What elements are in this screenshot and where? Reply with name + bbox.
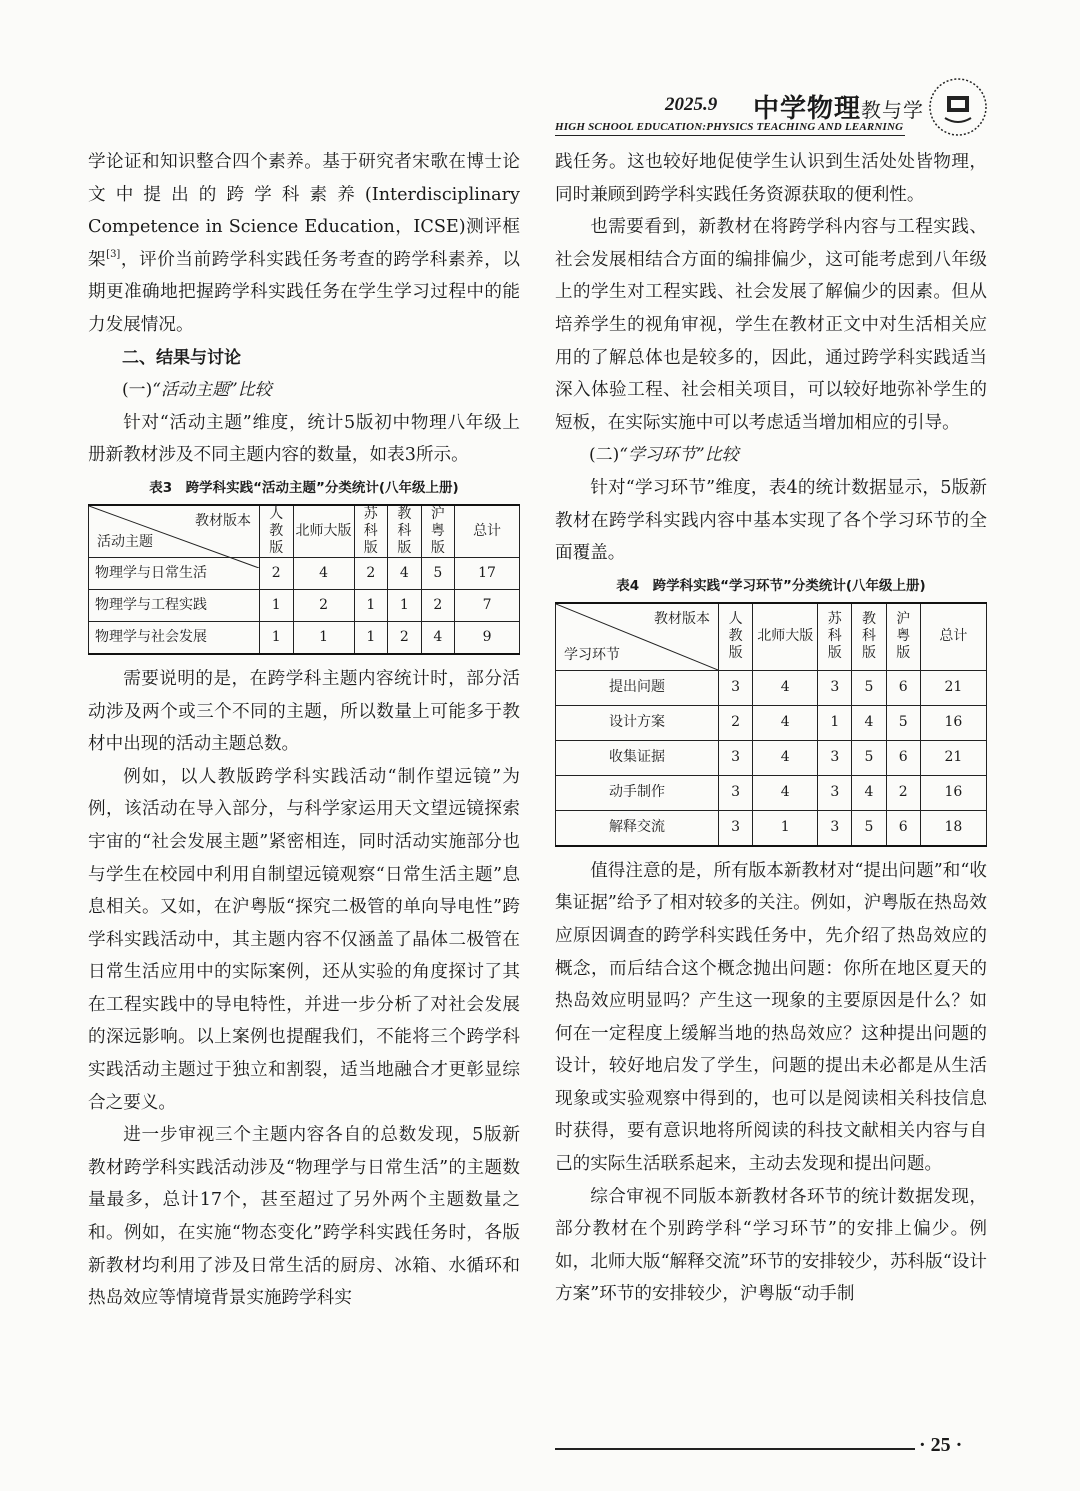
table-cell: 1 <box>260 621 294 654</box>
column-header: 北师大版 <box>753 603 818 671</box>
table-cell: 2 <box>886 775 920 810</box>
table-cell: 2 <box>293 589 354 621</box>
right-column <box>555 146 987 1311</box>
table-cell: 2 <box>388 621 422 654</box>
paragraph: 值得注意的是，所有版本新教材对“提出问题”和“收集证据”给予了相对较多的关注。例如，沪粤版在热岛效应原因调查的跨学科实践任务中，先介绍了热岛效应的概念，而后结合这个概念抛出问题：你所在地区夏天的热岛效应明显吗？产生这一现象的主要原因是什么？如何在一定程度上缓解当地的热岛效应？这种提出问题的设计，较好地启发了学生，问题的提出未必都是从生活现象或实验观察中得到的，也可以是阅读相关科技信息时获得，要有意识地将所阅读的科技文献相关内容与自己的实际生活联系起来，主动去发现和提出问题。 <box>555 860 987 1175</box>
row-header: 物理学与日常生活 <box>89 557 260 589</box>
table-cell: 2 <box>354 557 388 589</box>
column-header: 教科版 <box>388 505 422 558</box>
paragraph: 进一步审视三个主题内容各自的总数发现，5版新教材跨学科实践活动涉及“物理学与日常生活”的主题数量最多，总计17个，甚至超过了另外两个主题数量之和。例如，在实施“物态变化”跨学科实践任务时，各版新教材均利用了涉及日常生活的厨房、冰箱、水循环和热岛效应等情境背景实施跨学科实 <box>88 1125 520 1309</box>
row-header: 动手制作 <box>556 775 719 810</box>
row-header: 收集证据 <box>556 740 719 775</box>
table-cell: 5 <box>852 670 886 705</box>
column-header: 总计 <box>455 505 520 558</box>
table-header-row <box>556 603 987 671</box>
table-cell: 3 <box>818 775 852 810</box>
citation-ref[interactable]: [3] <box>106 248 121 260</box>
table-row <box>556 705 987 740</box>
row-header: 物理学与工程实践 <box>89 589 260 621</box>
column-header: 沪粤版 <box>886 603 920 671</box>
table-row <box>89 589 520 621</box>
page-number: · 25 · <box>919 1434 963 1456</box>
section-heading: 二、结果与讨论 <box>122 347 241 368</box>
table-cell: 3 <box>719 810 753 846</box>
table-cell: 21 <box>920 670 986 705</box>
table-cell: 2 <box>421 589 455 621</box>
table-cell: 2 <box>719 705 753 740</box>
page-footer <box>555 1430 995 1460</box>
table-cell: 5 <box>852 740 886 775</box>
table-cell: 1 <box>354 621 388 654</box>
paragraph: 也需要看到，新教材在将跨学科内容与工程实践、社会发展相结合方面的编排偏少，这可能考虑到八年级上的学生对工程实践、社会发展了解偏少的因素。但从培养学生的视角审视，学生在教材正文中对生活相关应用的了解总体也是较多的，因此，通过跨学科实践适当深入体验工程、社会相关项目，可以较好地弥补学生的短板，在实际实施中可以考虑适当增加相应的引导。 <box>555 217 987 433</box>
table-cell: 3 <box>719 670 753 705</box>
column-header: 教科版 <box>852 603 886 671</box>
table-cell: 3 <box>818 810 852 846</box>
table-cell: 1 <box>293 621 354 654</box>
table-cell: 5 <box>852 810 886 846</box>
journal-title-en: HIGH SCHOOL EDUCATION:PHYSICS TEACHING AND LEARNING <box>555 121 904 133</box>
paragraph: 综合审视不同版本新教材各环节的统计数据发现，部分教材在个别跨学科“学习环节”的安排上偏少。例如，北师大版“解释交流”环节的安排较少，苏科版“设计方案”环节的安排较少，沪粤版“动手制 <box>555 1186 987 1305</box>
table-3 <box>88 504 520 655</box>
table-cell: 5 <box>421 557 455 589</box>
running-header <box>555 88 995 138</box>
column-header: 人教版 <box>260 505 294 558</box>
paragraph: 践任务。这也较好地促使学生认识到生活处处皆物理，同时兼顾到跨学科实践任务资源获取的便利性。 <box>555 152 987 205</box>
table-cell: 6 <box>886 740 920 775</box>
table-4 <box>555 602 987 847</box>
left-column <box>88 146 520 1315</box>
table-cell: 3 <box>719 775 753 810</box>
row-header: 设计方案 <box>556 705 719 740</box>
table-caption: 表4 跨学科实践“学习环节”分类统计(八年级上册) <box>616 577 926 594</box>
journal-seal-icon <box>927 76 989 138</box>
table-cell: 1 <box>753 810 818 846</box>
table-cell: 1 <box>260 589 294 621</box>
table-cell: 4 <box>753 670 818 705</box>
table-cell: 1 <box>388 589 422 621</box>
table-cell: 6 <box>886 670 920 705</box>
table-cell: 16 <box>920 705 986 740</box>
row-header: 提出问题 <box>556 670 719 705</box>
table-header-row <box>89 505 520 558</box>
table-cell: 4 <box>753 775 818 810</box>
journal-title-cn <box>753 88 924 125</box>
journal-title-sub: 教与学 <box>861 98 925 122</box>
column-header: 苏科版 <box>818 603 852 671</box>
journal-title-main: 中学物理 <box>753 94 862 124</box>
table-cell: 4 <box>753 740 818 775</box>
table-caption: 表3 跨学科实践“活动主题”分类统计(八年级上册) <box>149 479 459 496</box>
column-header: 人教版 <box>719 603 753 671</box>
table-row <box>556 775 987 810</box>
subsection-heading: (二)“学习环节”比较 <box>589 445 739 466</box>
table-cell: 16 <box>920 775 986 810</box>
table-cell: 21 <box>920 740 986 775</box>
table-cell: 18 <box>920 810 986 846</box>
table-cell: 4 <box>852 775 886 810</box>
header-rule <box>555 135 905 136</box>
paragraph: 学论证和知识整合四个素养。基于研究者宋歌在博士论文中提出的跨学科素养(Interdisciplinary Competence in Science Education，ICSE)测评框架[3]，评价当前跨学科实践任务考查的跨学科素养，以期更准确地把握跨学科实践任务在学生学习过程中的能力发展情况。 <box>88 152 520 335</box>
paragraph: 针对“学习环节”维度，表4的统计数据显示，5版新教材在跨学科实践内容中基本实现了各个学习环节的全面覆盖。 <box>555 477 987 564</box>
paragraph: 需要说明的是，在跨学科主题内容统计时，部分活动涉及两个或三个不同的主题，所以数量上可能多于教材中出现的活动主题总数。 <box>88 668 520 755</box>
table-cell: 9 <box>455 621 520 654</box>
table-row <box>89 621 520 654</box>
table-cell: 4 <box>852 705 886 740</box>
table-cell: 4 <box>293 557 354 589</box>
issue-date: 2025.9 <box>665 94 718 115</box>
table-cell: 17 <box>455 557 520 589</box>
paragraph: 例如，以人教版跨学科实践活动“制作望远镜”为例，该活动在导入部分，与科学家运用天文望远镜探索宇宙的“社会发展主题”紧密相连，同时活动实施部分也与学生在校园中利用自制望远镜观察“日常生活主题”息息相关。又如，在沪粤版“探究二极管的单向导电性”跨学科实践活动中，其主题内容不仅涵盖了晶体二极管在日常生活应用中的实际案例，还从实验的角度探讨了其在工程实践中的导电特性，并进一步分析了对社会发展的深远影响。以上案例也提醒我们，不能将三个跨学科实践活动主题过于独立和割裂，适当地融合才更彰显综合之要义。 <box>88 766 520 1113</box>
footer-rule <box>555 1448 915 1450</box>
table-cell: 3 <box>818 740 852 775</box>
row-header: 解释交流 <box>556 810 719 846</box>
table-cell: 3 <box>818 670 852 705</box>
column-header: 苏科版 <box>354 505 388 558</box>
table-row <box>556 670 987 705</box>
corner-cell: 教材版本 学习环节 <box>556 603 719 671</box>
table-cell: 6 <box>886 810 920 846</box>
column-header: 总计 <box>920 603 986 671</box>
table-cell: 5 <box>886 705 920 740</box>
table-cell: 4 <box>421 621 455 654</box>
row-header: 物理学与社会发展 <box>89 621 260 654</box>
column-header: 北师大版 <box>293 505 354 558</box>
subsection-heading: (一)“活动主题”比较 <box>122 380 272 401</box>
table-cell: 4 <box>388 557 422 589</box>
table-row <box>556 740 987 775</box>
column-header: 沪粤版 <box>421 505 455 558</box>
table-row <box>556 810 987 846</box>
paragraph: 针对“活动主题”维度，统计5版初中物理八年级上册新教材涉及不同主题内容的数量，如表3所示。 <box>88 412 520 466</box>
table-cell: 1 <box>818 705 852 740</box>
table-cell: 1 <box>354 589 388 621</box>
table-cell: 4 <box>753 705 818 740</box>
table-cell: 2 <box>260 557 294 589</box>
corner-cell: 教材版本 活动主题 <box>89 505 260 558</box>
table-cell: 7 <box>455 589 520 621</box>
table-cell: 3 <box>719 740 753 775</box>
